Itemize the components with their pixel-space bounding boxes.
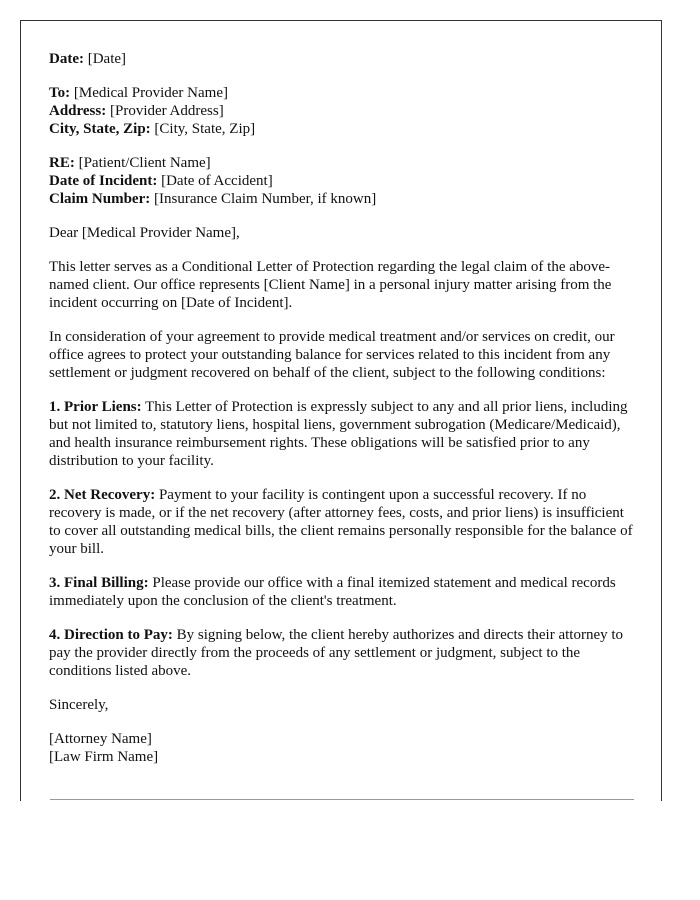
condition-text: By signing below, the client hereby authorizes and directs their attorney to pay the provider directly from the proceeds of any settlement or judgment, subject to the conditions listed above. (49, 627, 624, 679)
re-line (49, 154, 633, 172)
salutation: Dear [Medical Provider Name], (49, 225, 240, 241)
intro-paragraph: This letter serves as a Conditional Letter of Protection regarding the legal claim of the above-named client. Our office represents [Client Name] in a personal injury matter arising from the incident occurring on [Date of Incident]. (49, 259, 612, 311)
incident-date-label: Date of Incident: (49, 173, 158, 189)
date-value: [Date] (87, 51, 127, 67)
reference-block (49, 154, 633, 208)
recipient-address-label: Address: (49, 103, 107, 119)
claim-number-value: [Insurance Claim Number, if known] (154, 191, 377, 207)
date-label: Date: (49, 51, 84, 67)
letter-content (49, 50, 633, 766)
attorney-name: [Attorney Name] (49, 731, 152, 747)
recipient-address-value: [Provider Address] (109, 103, 224, 119)
condition-title: 3. Final Billing: (49, 575, 149, 591)
condition-prior-liens (49, 398, 633, 470)
condition-final-billing (49, 574, 633, 610)
recipient-name-value: [Medical Provider Name] (73, 85, 228, 101)
recipient-name-label: To: (49, 85, 71, 101)
condition-text: This Letter of Protection is expressly subject to any and all prior liens, including but not limited to, statutory liens, hospital liens, government subrogation (Medicare/Medicaid), and health insurance reimbursement rights. These obligations will be satisfied prior to any distribution to your facility. (49, 399, 628, 469)
recipient-city-value: [City, State, Zip] (154, 121, 256, 137)
signature-divider (50, 799, 634, 800)
recipient-city-line (49, 120, 633, 138)
condition-title: 1. Prior Liens: (49, 399, 142, 415)
recipient-city-label: City, State, Zip: (49, 121, 151, 137)
re-label: RE: (49, 155, 75, 171)
recipient-name-line (49, 84, 633, 102)
claim-number-label: Claim Number: (49, 191, 151, 207)
incident-date-line (49, 172, 633, 190)
condition-title: 4. Direction to Pay: (49, 627, 173, 643)
re-value: [Patient/Client Name] (78, 155, 211, 171)
condition-title: 2. Net Recovery: (49, 487, 156, 503)
condition-net-recovery (49, 486, 633, 558)
law-firm-name: [Law Firm Name] (49, 749, 159, 765)
recipient-block (49, 84, 633, 138)
condition-direction-to-pay (49, 626, 633, 680)
incident-date-value: [Date of Accident] (161, 173, 273, 189)
recipient-address-line (49, 102, 633, 120)
condition-text: Payment to your facility is contingent upon a successful recovery. If no recovery is made, or if the net recovery (after attorney fees, costs, and prior liens) is insufficient to cover all outstanding medical bills, the client remains personally responsible for the balance of your bill. (49, 487, 633, 557)
claim-number-line (49, 190, 633, 208)
consideration-paragraph: In consideration of your agreement to provide medical treatment and/or services on credit, our office agrees to protect your outstanding balance for services related to this incident from any settlement or judgment recovered on behalf of the client, subject to the following conditions: (49, 329, 615, 381)
letter-page (20, 20, 662, 801)
date-line (49, 50, 633, 68)
closing: Sincerely, (49, 697, 109, 713)
condition-text: Please provide our office with a final itemized statement and medical records immediately upon the conclusion of the client's treatment. (49, 575, 616, 609)
signature-block (49, 730, 633, 766)
